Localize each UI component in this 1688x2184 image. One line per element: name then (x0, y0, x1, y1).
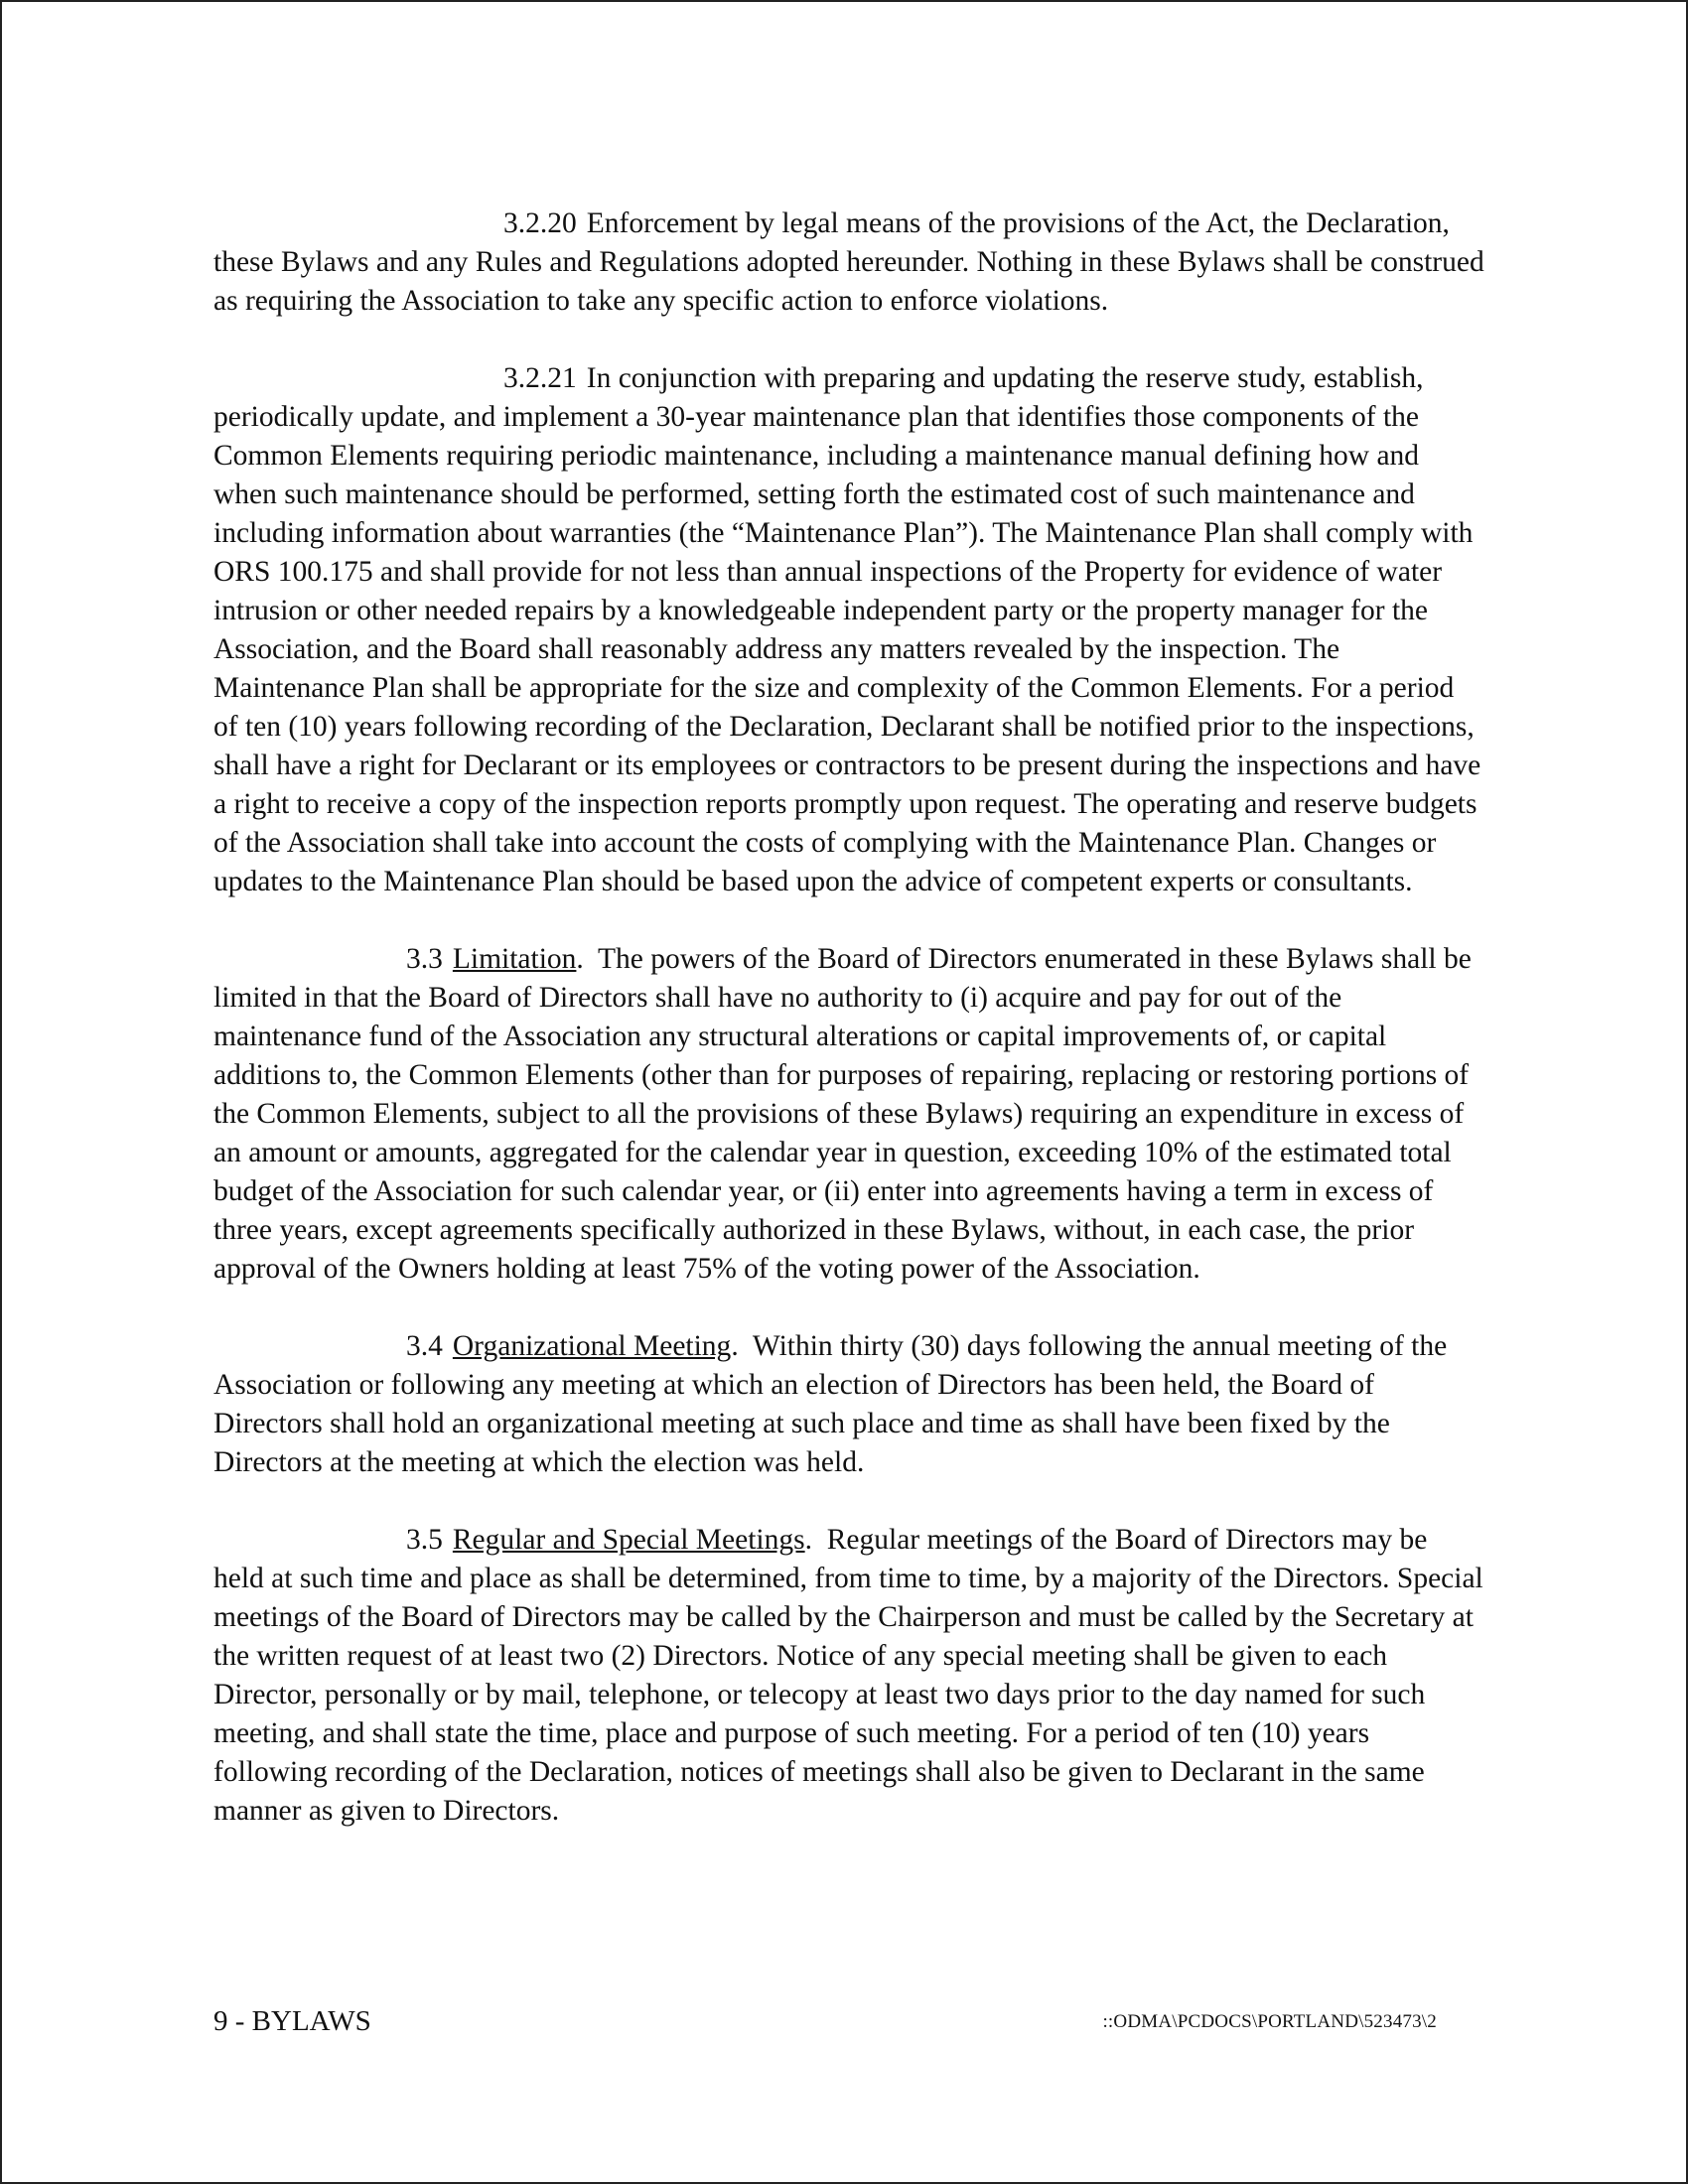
paragraph-3-3: 3.3 Limitation. The powers of the Board of Directors enumerated in these Bylaws shall be limited in that the Board of Directors shall have no authority to (i) acquire and pay for out of the maintenance fund of the Association any structural alterations or capital improvements of, or capital additions to, the Common Elements (other than for purposes of repairing, replacing or restoring portions of the Common Elements, subject to all the provisions of these Bylaws) requiring an expenditure in excess of an amount or amounts, aggregated for the calendar year in question, exceeding 10% of the estimated total budget of the Association for such calendar year, or (ii) enter into agreements having a term in excess of three years, except agreements specifically authorized in these Bylaws, without, in each case, the prior approval of the Owners holding at least 75% of the voting power of the Association. (213, 943, 1472, 1285)
paragraph-3-5: 3.5 Regular and Special Meetings. Regular meetings of the Board of Directors may be held at such time and place as shall be determined, from time to time, by a majority of the Directors. Special meetings of the Board of Directors may be called by the Chairperson and must be called by the Secretary at the written request of at least two (2) Directors. Notice of any special meeting shall be given to each Director, personally or by mail, telephone, or telecopy at least two days prior to the day named for such meeting, and shall state the time, place and purpose of such meeting. For a period of ten (10) years following recording of the Declaration, notices of meetings shall also be given to Declarant in the same manner as given to Directors. (213, 1524, 1483, 1827)
page-footer-label: 9 - BYLAWS (213, 2005, 371, 2037)
section-heading: Limitation (452, 943, 577, 975)
section-number: 3.3 (406, 943, 443, 975)
paragraph-3-2-21 (213, 359, 1484, 901)
section-heading: Regular and Special Meetings (452, 1524, 805, 1556)
section-number: 3.2.20 (503, 207, 577, 239)
section-number: 3.4 (406, 1330, 443, 1362)
paragraph-text: Regular meetings of the Board of Directors may be held at such time and place as shall be determined, from time to time, by a majority of the Directors. Special meetings of the Board of Directors may be called by the Chairperson and must be called by the Secretary at the written request of at least two (2) Directors. Notice of any special meeting shall be given to each Director, personally or by mail, telephone, or telecopy at least two days prior to the day named for such meeting, and shall state the time, place and purpose of such meeting. For a period of ten (10) years following recording of the Declaration, notices of meetings shall also be given to Declarant in the same manner as given to Directors. (213, 1524, 1483, 1827)
paragraph-text: Within thirty (30) days following the annual meeting of the Association or following any meeting at which an election of Directors has been held, the Board of Directors shall hold an organizational meeting at such place and time as shall have been fixed by the Directors at the meeting at which the election was held. (213, 1330, 1448, 1478)
document-body (213, 205, 1484, 1869)
document-reference: ::ODMA\PCDOCS\PORTLAND\523473\2 (1102, 2011, 1437, 2032)
paragraph-3-2-20 (213, 205, 1484, 321)
section-heading: Organizational Meeting (452, 1330, 732, 1362)
paragraph-text: Enforcement by legal means of the provisions of the Act, the Declaration, these Bylaws and any Rules and Regulations adopted hereunder. Nothing in these Bylaws shall be construed as requiring the Association to take any specific action to enforce violations. (213, 207, 1484, 317)
paragraph-text: In conjunction with preparing and updating the reserve study, establish, periodically update, and implement a 30-year maintenance plan that identifies those components of the Common Elements requiring periodic maintenance, including a maintenance manual defining how and when such maintenance should be performed, setting forth the estimated cost of such maintenance and including information about warranties (the “Maintenance Plan”). The Maintenance Plan shall comply with ORS 100.175 and shall provide for not less than annual inspections of the Property for evidence of water intrusion or other needed repairs by a knowledgeable independent party or the property manager for the Association, and the Board shall reasonably address any matters revealed by the inspection. The Maintenance Plan shall be appropriate for the size and complexity of the Common Elements. For a period of ten (10) years following recording of the Declaration, Declarant shall be notified prior to the inspections, shall have a right for Declarant or its employees or contractors to be present during the inspections and have a right to receive a copy of the inspection reports promptly upon request. The operating and reserve budgets of the Association shall take into account the costs of complying with the Maintenance Plan. Changes or updates to the Maintenance Plan should be based upon the advice of competent experts or consultants. (213, 362, 1481, 897)
paragraph-text: The powers of the Board of Directors enumerated in these Bylaws shall be limited in that the Board of Directors shall have no authority to (i) acquire and pay for out of the maintenance fund of the Association any structural alterations or capital improvements of, or capital additions to, the Common Elements (other than for purposes of repairing, replacing or restoring portions of the Common Elements, subject to all the provisions of these Bylaws) requiring an expenditure in excess of an amount or amounts, aggregated for the calendar year in question, exceeding 10% of the estimated total budget of the Association for such calendar year, or (ii) enter into agreements having a term in excess of three years, except agreements specifically authorized in these Bylaws, without, in each case, the prior approval of the Owners holding at least 75% of the voting power of the Association. (213, 943, 1472, 1285)
section-number: 3.5 (406, 1524, 443, 1556)
section-number: 3.2.21 (503, 362, 577, 394)
paragraph-3-4: 3.4 Organizational Meeting. Within thirty (30) days following the annual meeting of the Association or following any meeting at which an election of Directors has been held, the Board of Directors shall hold an organizational meeting at such place and time as shall have been fixed by the Directors at the meeting at which the election was held. (213, 1330, 1448, 1478)
